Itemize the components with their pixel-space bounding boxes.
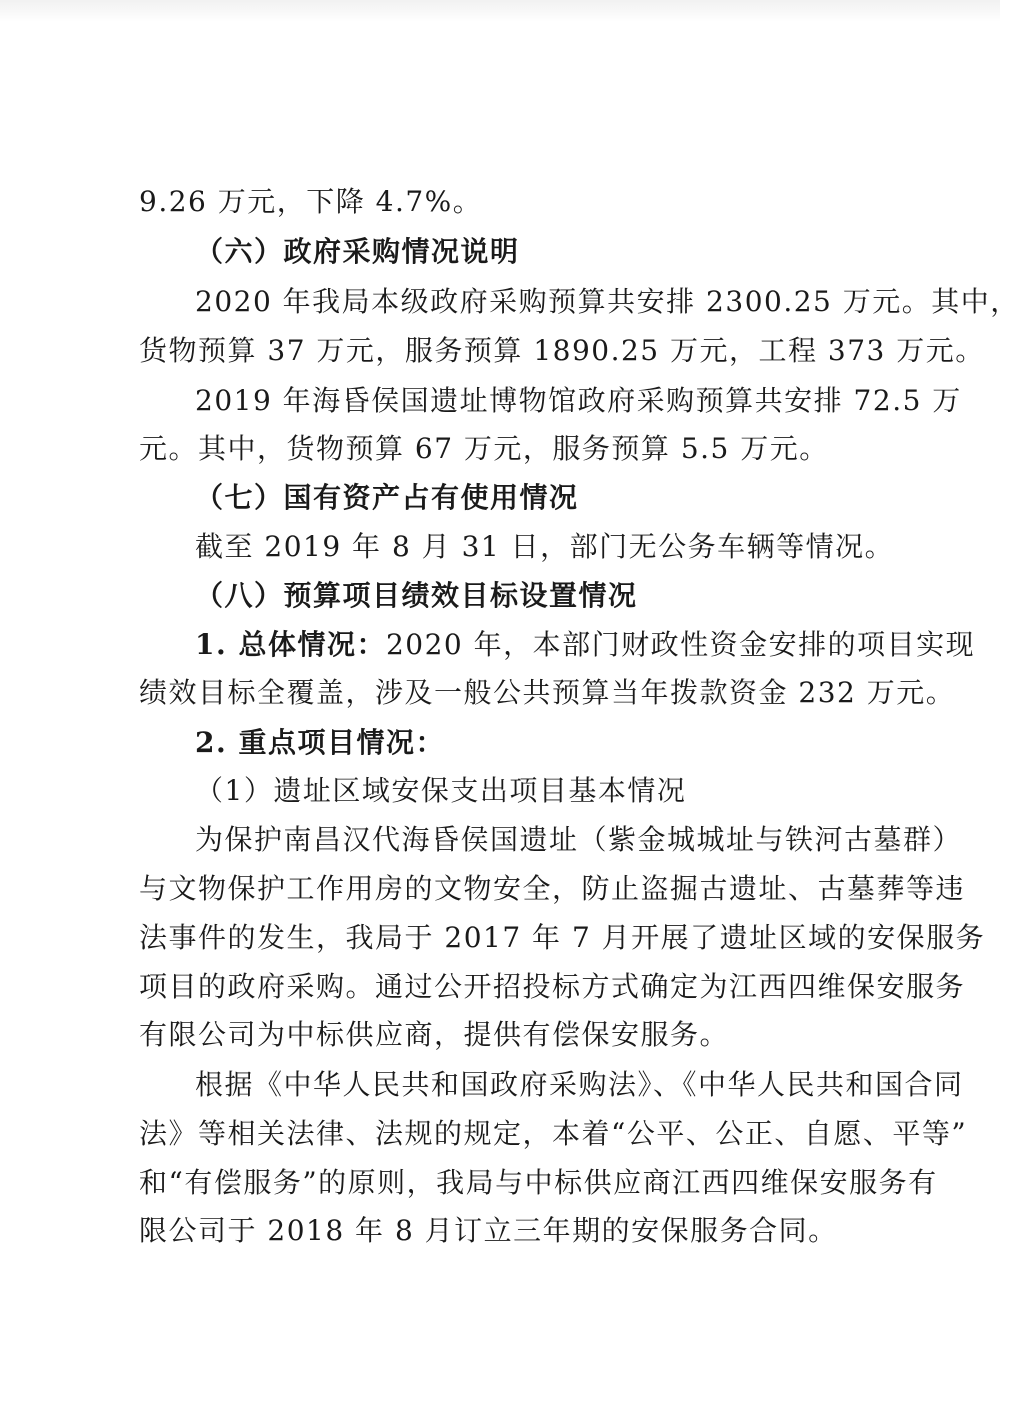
paragraph-line: 元。其中，货物预算 67 万元，服务预算 5.5 万元。 (139, 432, 829, 465)
paragraph-line: 9.26 万元，下降 4.7%。 (139, 185, 483, 218)
section-heading-performance: （八）预算项目绩效目标设置情况 (195, 579, 638, 612)
paragraph-line: 和“有偿服务”的原则，我局与中标供应商江西四维保安服务有 (139, 1166, 938, 1199)
section-heading-assets: （七）国有资产占有使用情况 (195, 481, 579, 514)
paragraph-line: 2020 年我局本级政府采购预算共安排 2300.25 万元。其中， (195, 285, 1020, 318)
paragraph-line: 货物预算 37 万元，服务预算 1890.25 万元，工程 373 万元。 (139, 334, 985, 367)
paragraph-line: 截至 2019 年 8 月 31 日，部门无公务车辆等情况。 (195, 530, 895, 563)
paragraph-line: 有限公司为中标供应商，提供有偿保安服务。 (139, 1018, 730, 1051)
paragraph-line: 项目的政府采购。通过公开招投标方式确定为江西四维保安服务 (139, 970, 966, 1003)
paragraph-line: 绩效目标全覆盖，涉及一般公共预算当年拨款资金 232 万元。 (139, 676, 956, 709)
paragraph-line: 法事件的发生，我局于 2017 年 7 月开展了遗址区域的安保服务 (139, 921, 986, 954)
subheading-overall: 1. 总体情况： (195, 628, 386, 661)
paragraph-line: 2019 年海昏侯国遗址博物馆政府采购预算共安排 72.5 万 (195, 384, 962, 417)
paragraph-line: 与文物保护工作用房的文物安全，防止盗掘古遗址、古墓葬等违 (139, 872, 966, 905)
paragraph-line-overall (195, 625, 976, 665)
section-heading-procurement: （六）政府采购情况说明 (195, 235, 520, 268)
paragraph-line: 法》等相关法律、法规的规定，本着“公平、公正、自愿、平等” (139, 1117, 968, 1150)
subheading-key-projects: 2. 重点项目情况： (195, 726, 445, 759)
project-title: （1）遗址区域安保支出项目基本情况 (195, 774, 687, 807)
paragraph-text: 2020 年，本部门财政性资金安排的项目实现 (385, 628, 976, 661)
paragraph-line: 为保护南昌汉代海昏侯国遗址（紫金城城址与铁河古墓群） (195, 823, 963, 856)
paragraph-line: 限公司于 2018 年 8 月订立三年期的安保服务合同。 (139, 1214, 838, 1247)
paragraph-line: 根据《中华人民共和国政府采购法》、《中华人民共和国合同 (195, 1068, 964, 1101)
